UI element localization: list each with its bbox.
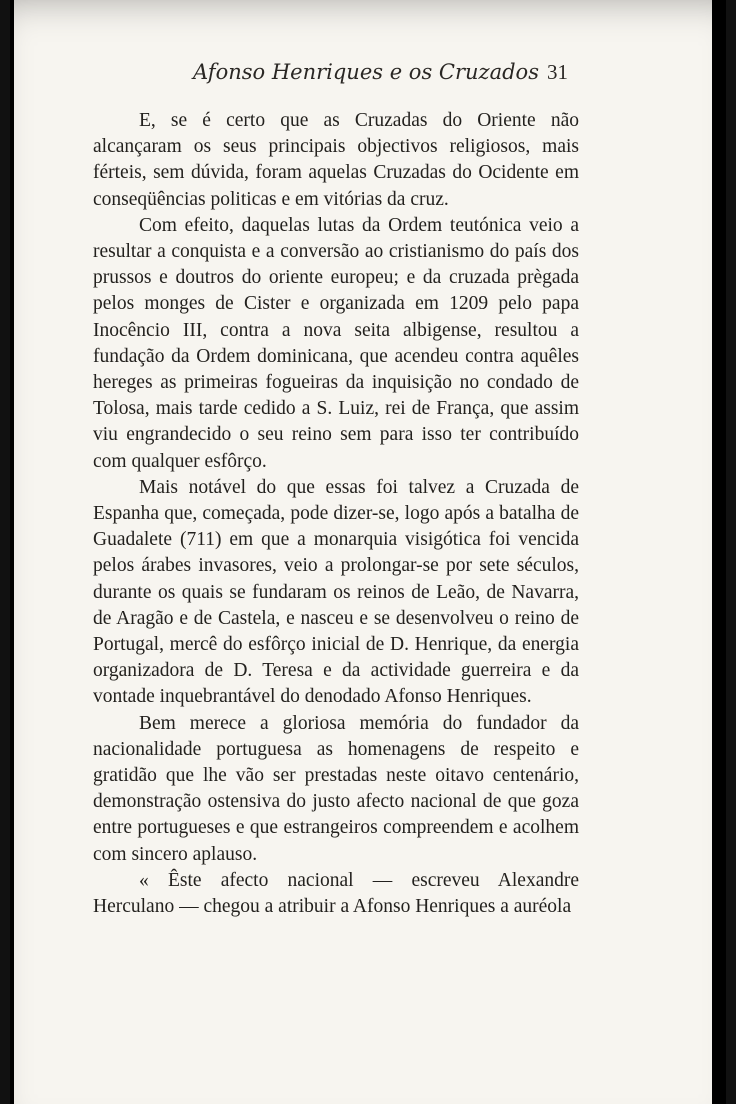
page-number: 31: [547, 60, 568, 84]
scan-edge-right: [712, 0, 726, 1104]
body-text: [93, 108, 579, 920]
paragraph: Com efeito, daquelas lutas da Ordem teutónica veio a resultar a conquista e a conversão ao cristianismo do país dos prussos e doutros do oriente europeu; e da cruzada prègada pelos monges de Cister e organizada em 1209 pelo papa Inocêncio III, contra a nova seita albigense, resultou a fundação da Ordem dominicana, que acendeu contra aquêles hereges as primeiras fogueiras da inquisição no condado de Tolosa, mais tarde cedido a S. Luiz, rei de França, que assim viu engrandecido o seu reino sem para isso ter contribuído com qualquer esfôrço.: [93, 214, 579, 472]
paragraph: Bem merece a gloriosa memória do fundador da nacionalidade portuguesa as homenagens de respeito e gratidão que lhe vão ser prestadas neste oitavo centenário, demonstração ostensiva do justo afecto nacional de que goza entre portugueses e que estrangeiros compreendem e acolhem com sincero aplauso.: [93, 712, 579, 865]
paragraph: E, se é certo que as Cruzadas do Oriente não alcançaram os seus principais objectivos religiosos, mais férteis, sem dúvida, foram aquelas Cruzadas do Ocidente em conseqüências politicas e em vitórias da cruz.: [93, 110, 579, 210]
page-header: [10, 60, 726, 94]
running-title: Afonso Henriques e os Cruzados: [193, 60, 539, 84]
paragraph: « Êste afecto nacional — escreveu Alexandre Herculano — chegou a atribuir a Afonso Henriques a auréola: [93, 869, 579, 918]
paragraph: Mais notável do que essas foi talvez a Cruzada de Espanha que, começada, pode dizer-se, logo após a batalha de Guadalete (711) em que a monarquia visigótica foi vencida pelos árabes invasores, veio a prolongar-se por sete séculos, durante os quais se fundaram os reinos de Leão, de Navarra, de Aragão e de Castela, e nasceu e se desenvolveu o reino de Portugal, mercê do esfôrço inicial de D. Henrique, da energia organizadora de D. Teresa e da actividade guerreira e da vontade inquebrantável do denodado Afonso Henriques.: [93, 476, 579, 708]
scan-edge-left: [10, 0, 14, 1104]
book-page: [10, 0, 726, 1104]
